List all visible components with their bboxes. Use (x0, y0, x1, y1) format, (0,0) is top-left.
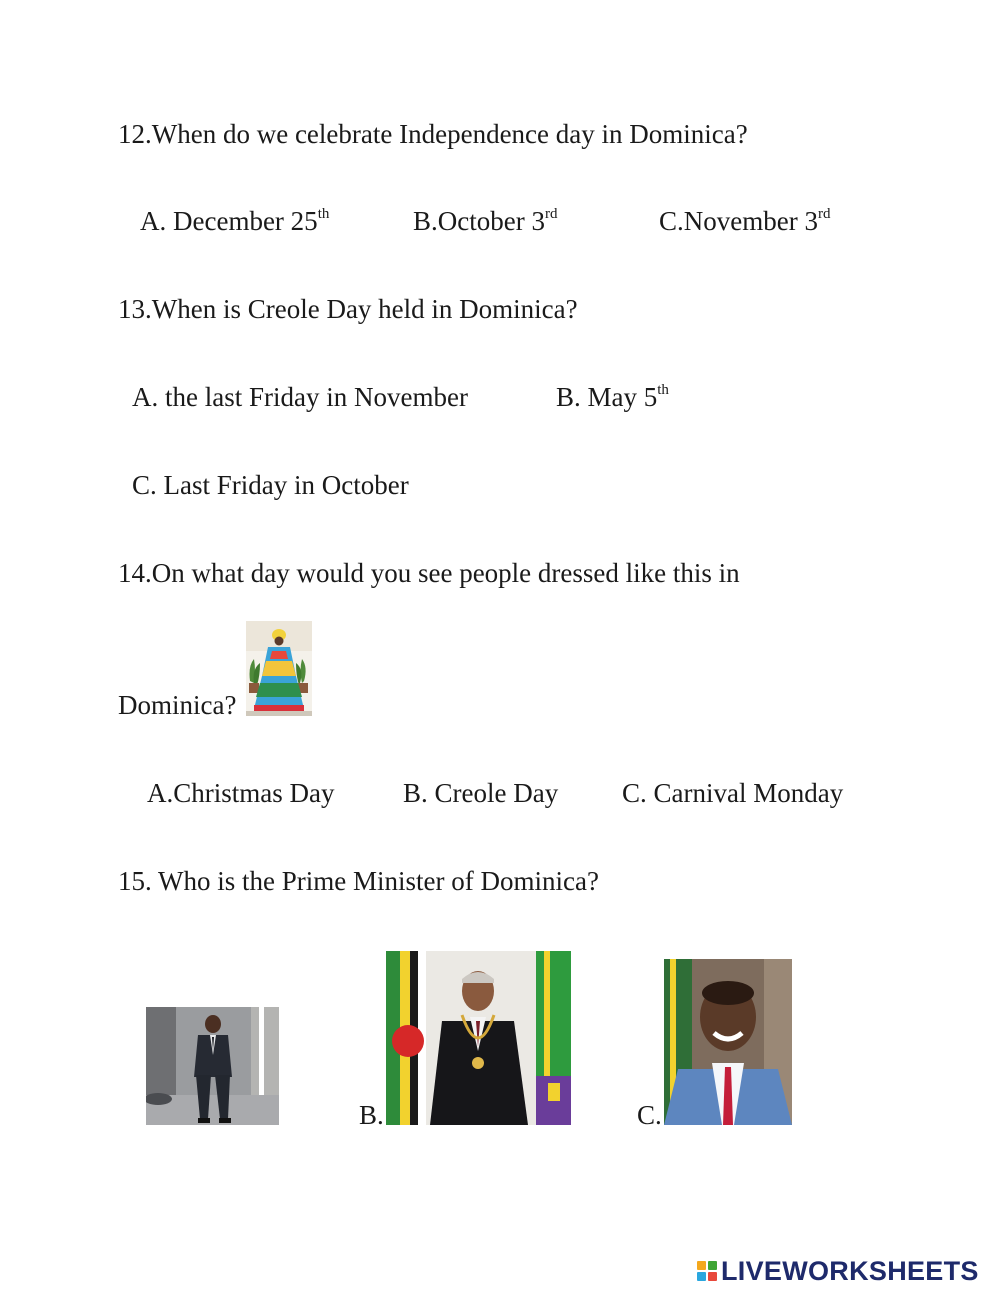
logo-mark-icon (697, 1261, 717, 1281)
logo-text: LIVEWORKSHEETS (721, 1255, 979, 1286)
q13-option-c[interactable]: C. Last Friday in October (132, 470, 409, 500)
liveworksheets-logo (697, 1254, 979, 1288)
q12-option-a[interactable]: A. December 25th (140, 206, 330, 236)
option-b-person-photo[interactable] (386, 951, 571, 1125)
creole-dress-photo (246, 621, 312, 716)
question-14-line-1: 14.On what day would you see people dressed like this in (118, 558, 740, 588)
question-15: 15. Who is the Prime Minister of Dominica? (118, 866, 599, 896)
logo-square-blue (697, 1272, 706, 1281)
q12-option-b[interactable]: B.October 3rd (413, 206, 558, 236)
question-13: 13.When is Creole Day held in Dominica? (118, 294, 578, 324)
option-c-person-photo[interactable] (664, 959, 792, 1125)
q14-option-a[interactable]: A.Christmas Day (147, 778, 335, 808)
question-14-line-2: Dominica? (118, 690, 237, 720)
q14-option-c[interactable]: C. Carnival Monday (622, 778, 844, 808)
logo-square-orange (697, 1261, 706, 1270)
q12-option-c[interactable]: C.November 3rd (659, 206, 831, 236)
q14-option-b[interactable]: B. Creole Day (403, 778, 559, 808)
q13-option-a[interactable]: A. the last Friday in November (132, 382, 468, 412)
q13-option-b[interactable]: B. May 5th (556, 382, 669, 412)
logo-square-red (708, 1272, 717, 1281)
logo-square-green (708, 1261, 717, 1270)
q15-option-b-label: B. (359, 1100, 384, 1130)
question-12: 12.When do we celebrate Independence day in Dominica? (118, 119, 748, 149)
option-a-person-photo[interactable] (146, 1007, 279, 1125)
q15-option-c-label: C. (637, 1100, 662, 1130)
